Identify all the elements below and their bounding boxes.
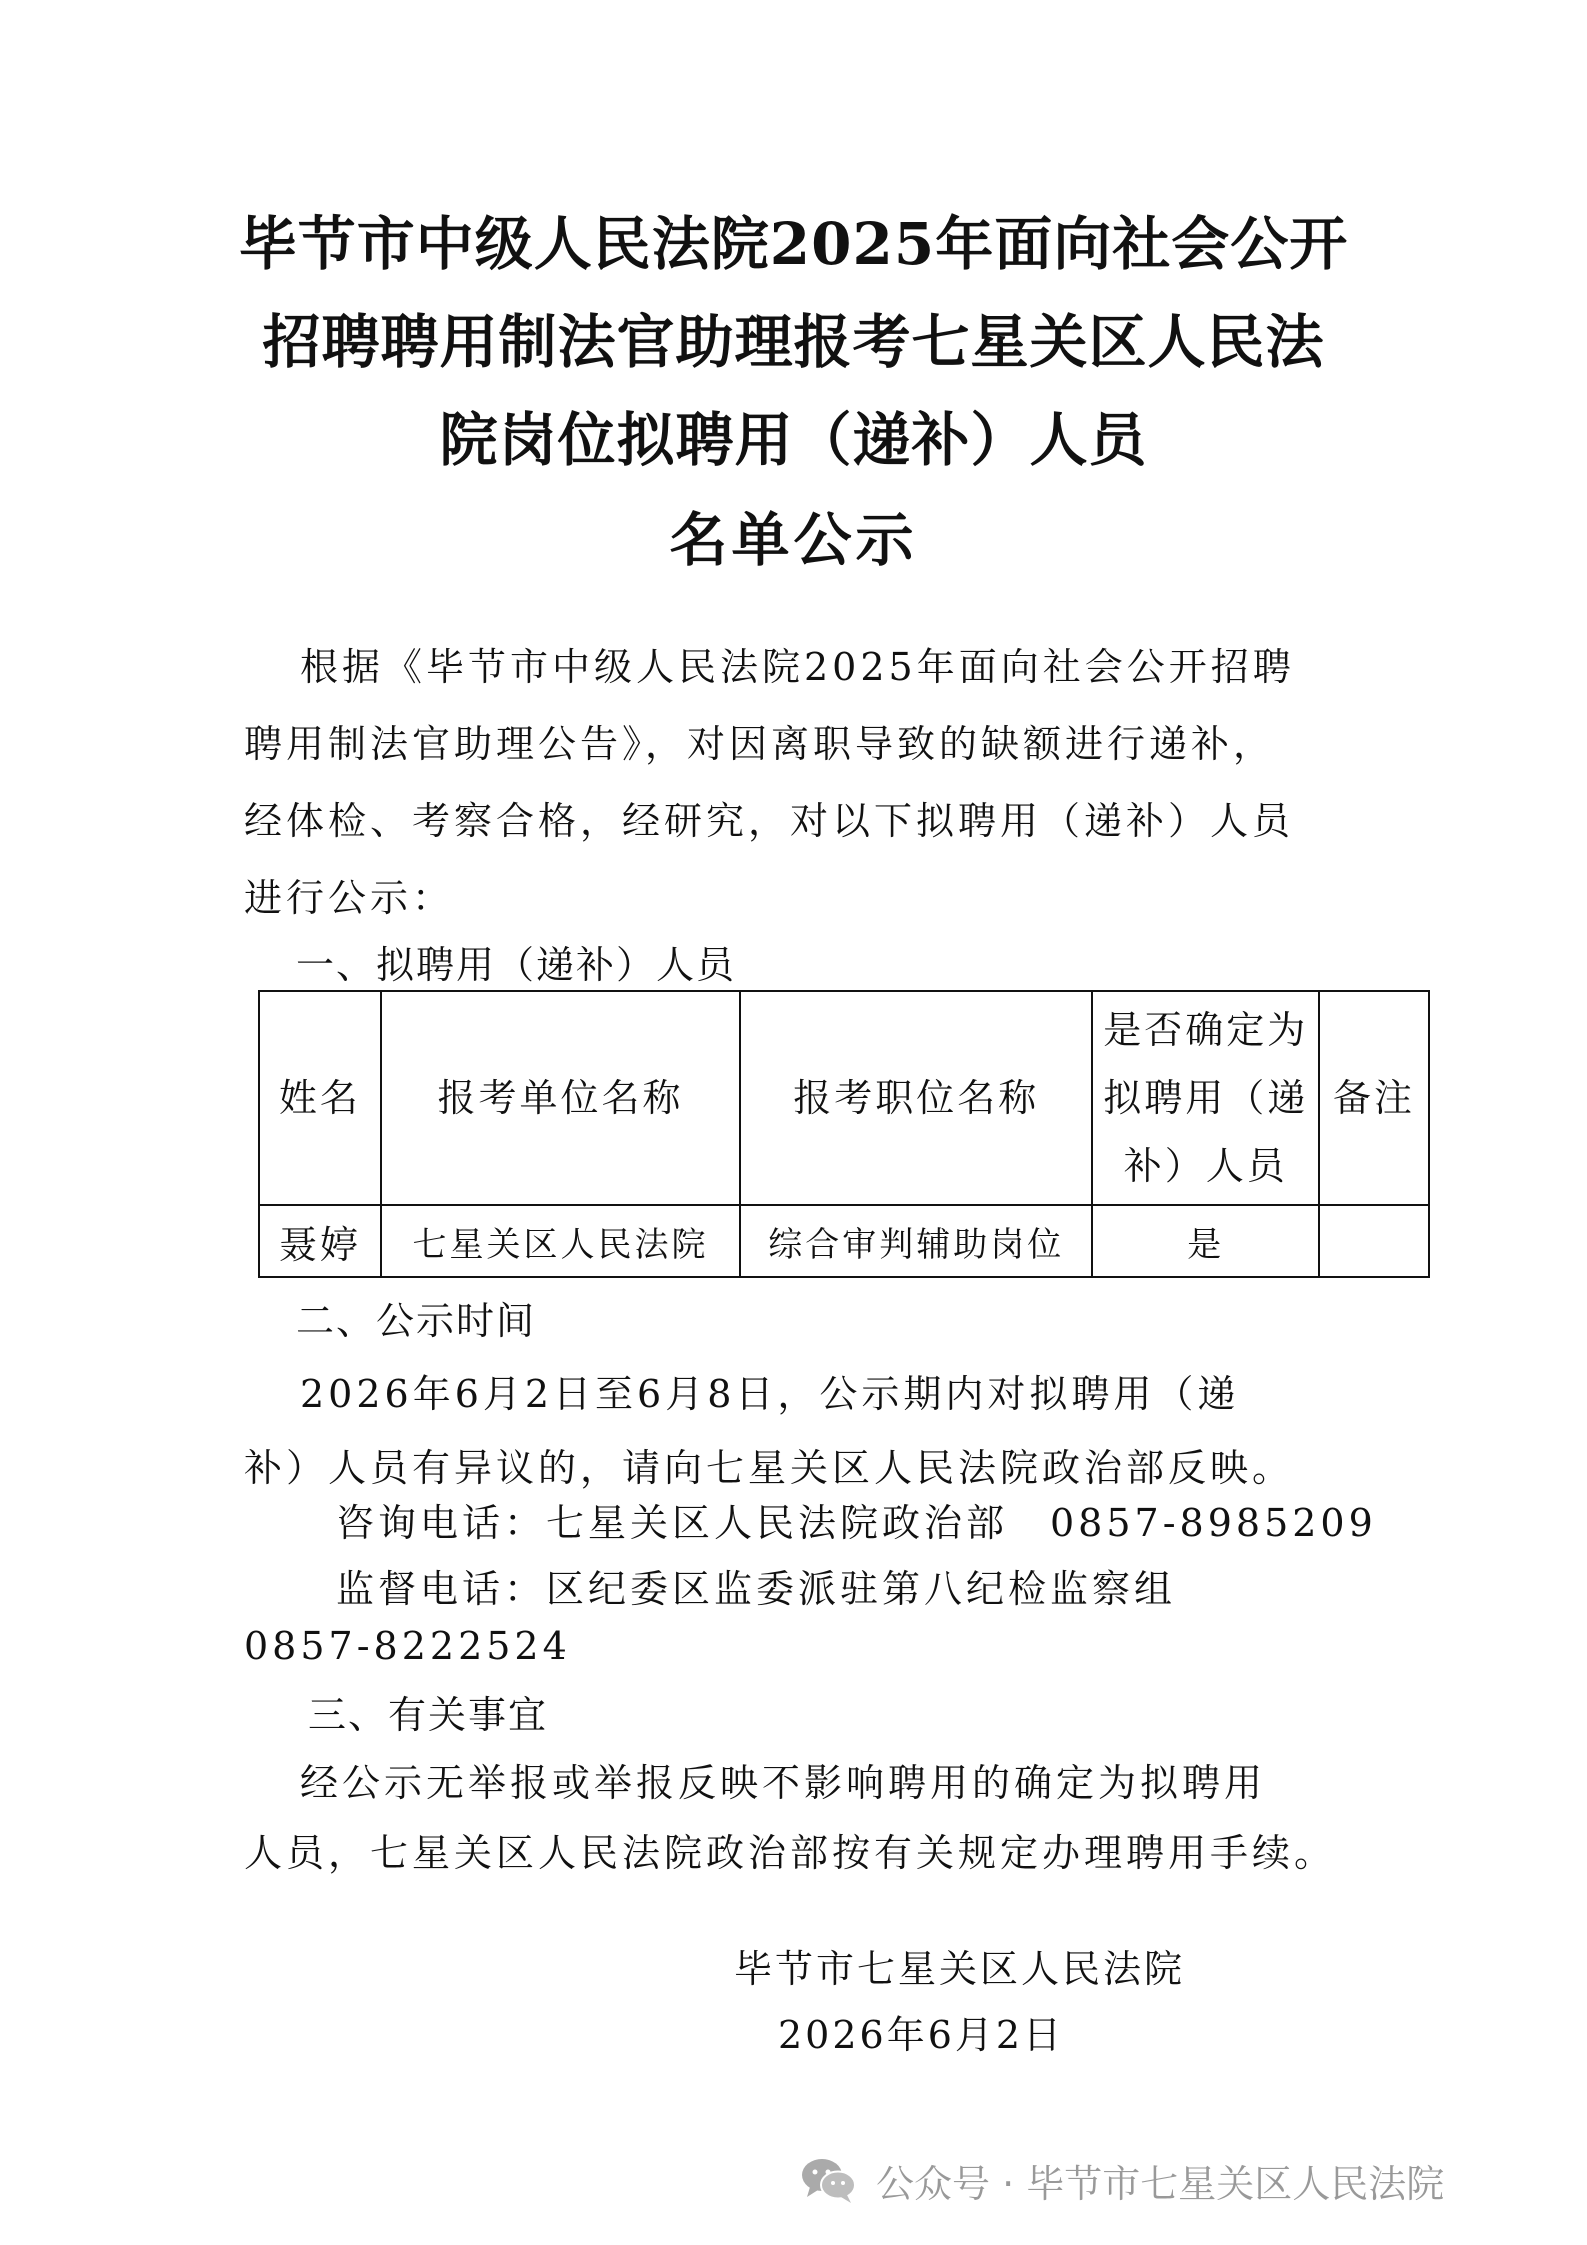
roster-table [258, 990, 1430, 1278]
table-header-row [259, 991, 1429, 1205]
header-confirmed-line-3: 补）人员 [1123, 1144, 1288, 1188]
supervise-phone: 监督电话：区纪委区监委派驻第八纪检监察组 [336, 1567, 1177, 1611]
header-remark: 备注 [1319, 991, 1429, 1205]
section-2-line-2: 补）人员有异议的，请向七星关区人民法院政治部反映。 [244, 1446, 1295, 1490]
header-confirmed [1092, 991, 1319, 1205]
signature-org: 毕节市七星关区人民法院 [734, 1947, 1186, 1991]
document-subtitle: 名单公示 [669, 506, 918, 574]
section-3-heading: 三、有关事宜 [308, 1693, 549, 1737]
header-confirmed-line-1: 是否确定为 [1103, 1008, 1309, 1052]
supervise-phone-number: 0857-8222524 [244, 1624, 571, 1668]
wechat-icon [800, 2155, 858, 2205]
title-line-1: 毕节市中级人民法院2025年面向社会公开 [238, 210, 1349, 278]
section-3-line-1: 经公示无举报或举报反映不影响聘用的确定为拟聘用 [300, 1761, 1267, 1805]
table-row [259, 1205, 1429, 1277]
watermark-text: 公众号 · 毕节市七星关区人民法院 [876, 2161, 1445, 2206]
cell-confirmed: 是 [1092, 1205, 1319, 1277]
title-line-2: 招聘聘用制法官助理报考七星关区人民法 [262, 308, 1325, 376]
section-2-heading: 二、公示时间 [296, 1299, 537, 1343]
document-title [0, 195, 1587, 489]
section-1-heading: 一、拟聘用（递补）人员 [296, 943, 737, 987]
header-unit: 报考单位名称 [381, 991, 740, 1205]
cell-name: 聂婷 [259, 1205, 381, 1277]
cell-unit: 七星关区人民法院 [381, 1205, 740, 1277]
section-2-line-1: 2026年6月2日至6月8日，公示期内对拟聘用（递 [300, 1372, 1240, 1416]
header-name: 姓名 [259, 991, 381, 1205]
signature-date: 2026年6月2日 [778, 2013, 1065, 2057]
cell-position: 综合审判辅助岗位 [740, 1205, 1092, 1277]
header-position: 报考职位名称 [740, 991, 1092, 1205]
watermark [800, 2150, 1444, 2210]
section-3-line-2: 人员，七星关区人民法院政治部按有关规定办理聘用手续。 [244, 1831, 1337, 1875]
intro-line-1: 根据《毕节市中级人民法院2025年面向社会公开招聘 [300, 645, 1295, 689]
intro-line-4: 进行公示： [244, 876, 455, 920]
cell-remark [1319, 1205, 1429, 1277]
intro-line-3: 经体检、考察合格，经研究，对以下拟聘用（递补）人员 [244, 799, 1295, 843]
intro-line-2: 聘用制法官助理公告》，对因离职导致的缺额进行递补， [244, 722, 1276, 766]
title-line-3: 院岗位拟聘用（递补）人员 [439, 406, 1148, 474]
header-confirmed-line-2: 拟聘用（递 [1103, 1076, 1309, 1120]
consult-phone: 咨询电话：七星关区人民法院政治部 0857-8985209 [336, 1501, 1377, 1545]
